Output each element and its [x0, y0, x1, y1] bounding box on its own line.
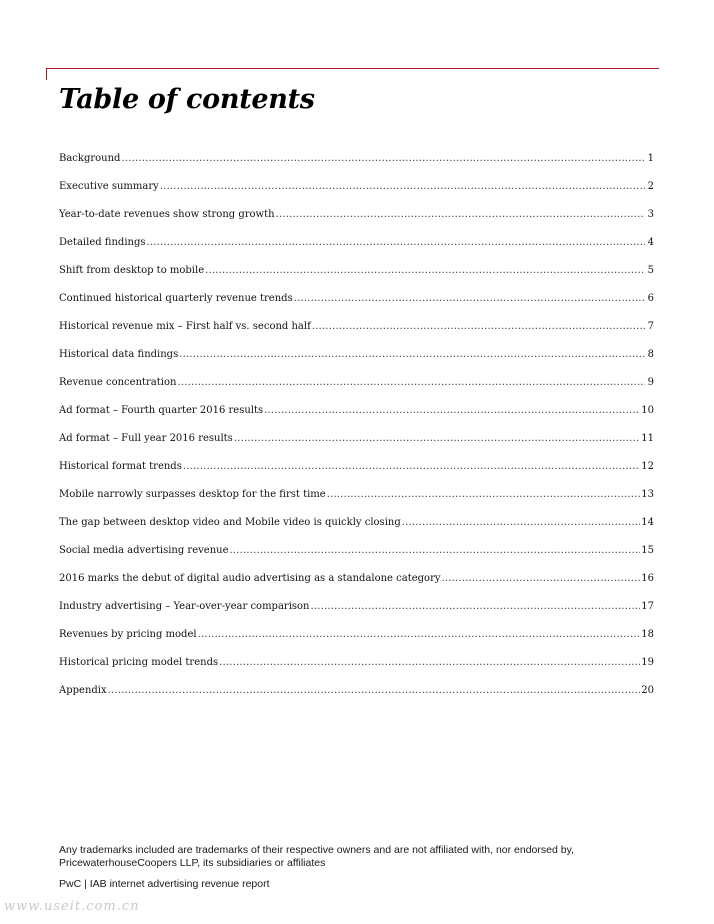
- toc-entry-page-number: 8: [647, 349, 654, 360]
- toc-entry-label: Historical revenue mix – First half vs. second half: [59, 321, 311, 332]
- toc-dot-leader: [442, 570, 641, 588]
- toc-dot-leader: [205, 262, 645, 280]
- toc-entry-label: Ad format – Fourth quarter 2016 results: [59, 405, 264, 416]
- toc-entry-label: Historical pricing model trends: [59, 657, 219, 668]
- report-footer: PwC | IAB internet advertising revenue report: [59, 878, 270, 890]
- toc-entry[interactable]: [59, 570, 654, 598]
- toc-entry[interactable]: [59, 654, 654, 682]
- toc-entry[interactable]: [59, 626, 654, 654]
- table-of-contents: [59, 150, 654, 710]
- toc-dot-leader: [160, 178, 645, 196]
- toc-entry-page-number: 5: [647, 265, 654, 276]
- toc-entry[interactable]: [59, 290, 654, 318]
- toc-entry[interactable]: [59, 486, 654, 514]
- toc-entry-page-number: 17: [641, 601, 654, 612]
- toc-entry-label: Industry advertising – Year-over-year comparison: [59, 601, 310, 612]
- toc-dot-leader: [312, 318, 645, 336]
- toc-entry-page-number: 15: [641, 545, 654, 556]
- toc-dot-leader: [179, 346, 645, 364]
- toc-entry-label: Executive summary: [59, 181, 159, 192]
- toc-entry-page-number: 12: [641, 461, 654, 472]
- toc-entry-page-number: 16: [641, 573, 654, 584]
- toc-entry-page-number: 14: [641, 517, 654, 528]
- toc-entry-page-number: 10: [641, 405, 654, 416]
- header-rule-tick: [46, 68, 47, 80]
- toc-entry[interactable]: [59, 598, 654, 626]
- toc-entry-page-number: 9: [647, 377, 654, 388]
- toc-entry-label: Year-to-date revenues show strong growth: [59, 209, 275, 220]
- toc-dot-leader: [219, 654, 640, 672]
- toc-entry-page-number: 7: [647, 321, 654, 332]
- toc-entry-page-number: 11: [641, 433, 654, 444]
- toc-dot-leader: [198, 626, 641, 644]
- toc-dot-leader: [276, 206, 645, 224]
- toc-entry-page-number: 18: [641, 629, 654, 640]
- toc-entry[interactable]: [59, 318, 654, 346]
- toc-dot-leader: [108, 682, 641, 700]
- toc-dot-leader: [121, 150, 645, 168]
- watermark: www.useit.com.cn: [4, 899, 140, 914]
- page-title: Table of contents: [59, 84, 315, 115]
- toc-dot-leader: [402, 514, 641, 532]
- toc-entry[interactable]: [59, 374, 654, 402]
- toc-dot-leader: [264, 402, 640, 420]
- toc-entry[interactable]: [59, 402, 654, 430]
- toc-dot-leader: [177, 374, 645, 392]
- toc-entry-page-number: 20: [641, 685, 654, 696]
- toc-entry-label: Social media advertising revenue: [59, 545, 229, 556]
- toc-entry[interactable]: [59, 150, 654, 178]
- toc-entry-page-number: 19: [641, 657, 654, 668]
- toc-entry-label: Continued historical quarterly revenue trends: [59, 293, 293, 304]
- toc-entry[interactable]: [59, 206, 654, 234]
- trademark-disclaimer: Any trademarks included are trademarks of their respective owners and are not affiliated with, nor endorsed by, PricewaterhouseCoopers LLP, its subsidiaries or affiliates: [59, 844, 574, 869]
- toc-entry-label: Ad format – Full year 2016 results: [59, 433, 233, 444]
- toc-dot-leader: [294, 290, 645, 308]
- toc-entry[interactable]: [59, 514, 654, 542]
- toc-entry[interactable]: [59, 234, 654, 262]
- toc-entry-label: 2016 marks the debut of digital audio advertising as a standalone category: [59, 573, 441, 584]
- toc-entry[interactable]: [59, 458, 654, 486]
- toc-entry-label: Shift from desktop to mobile: [59, 265, 205, 276]
- toc-entry-page-number: 3: [647, 209, 654, 220]
- toc-entry[interactable]: [59, 542, 654, 570]
- header-rule: [46, 68, 659, 69]
- toc-entry[interactable]: [59, 430, 654, 458]
- toc-entry-page-number: 13: [641, 489, 654, 500]
- toc-entry-label: Revenue concentration: [59, 377, 177, 388]
- toc-dot-leader: [147, 234, 646, 252]
- toc-entry[interactable]: [59, 262, 654, 290]
- toc-dot-leader: [230, 542, 641, 560]
- toc-dot-leader: [311, 598, 641, 616]
- toc-entry-page-number: 1: [647, 153, 654, 164]
- toc-entry-label: Mobile narrowly surpasses desktop for the first time: [59, 489, 326, 500]
- toc-entry-label: The gap between desktop video and Mobile video is quickly closing: [59, 517, 401, 528]
- toc-entry[interactable]: [59, 682, 654, 710]
- toc-entry[interactable]: [59, 178, 654, 206]
- toc-entry-page-number: 2: [647, 181, 654, 192]
- toc-dot-leader: [327, 486, 641, 504]
- toc-dot-leader: [183, 458, 640, 476]
- toc-entry-page-number: 6: [647, 293, 654, 304]
- toc-entry-page-number: 4: [647, 237, 654, 248]
- toc-dot-leader: [234, 430, 640, 448]
- toc-entry-label: Revenues by pricing model: [59, 629, 197, 640]
- toc-entry-label: Historical format trends: [59, 461, 182, 472]
- toc-entry[interactable]: [59, 346, 654, 374]
- toc-entry-label: Detailed findings: [59, 237, 146, 248]
- toc-entry-label: Background: [59, 153, 121, 164]
- toc-entry-label: Historical data findings: [59, 349, 179, 360]
- toc-entry-label: Appendix: [59, 685, 107, 696]
